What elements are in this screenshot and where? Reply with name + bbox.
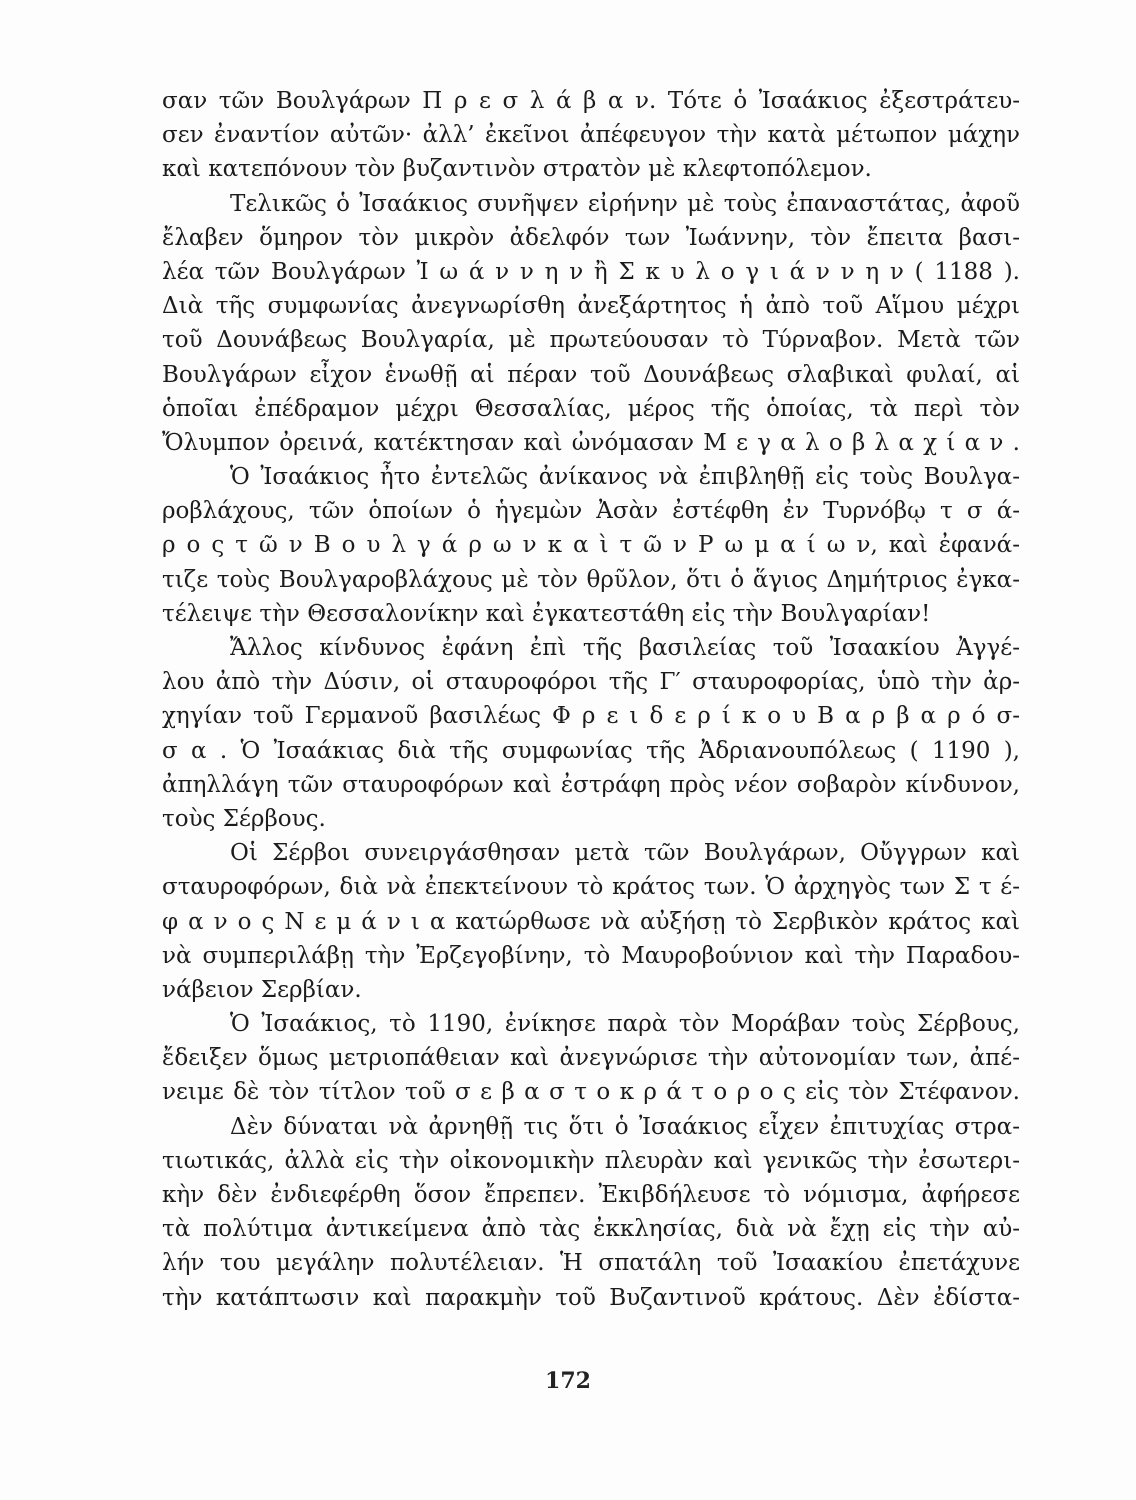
text-line: τιωτικάς, ἀλλὰ εἰς τὴν οἰκονομικὴν πλευρὰν καὶ γενικῶς τὴν ἐσωτερι-	[162, 1147, 1020, 1174]
text-line: ὁποῖαι ἐπέδραμον μέχρι Θεσσαλίας, μέρος τῆς ὁποίας, τὰ περὶ τὸν	[162, 395, 1020, 422]
text-line: σταυροφόρων, διὰ νὰ ἐπεκτείνουν τὸ κράτος των. Ὁ ἀρχηγὸς των Σ τ έ-	[162, 874, 1020, 901]
text-line: τοῦ Δουνάβεως Βουλγαρία, μὲ πρωτεύουσαν τὸ Τύρναβον. Μετὰ τῶν	[162, 327, 1020, 354]
text-line: Τελικῶς ὁ Ἰσαάκιος συνῆψεν εἰρήνην μὲ τοὺς ἐπαναστάτας, ἀφοῦ	[230, 190, 1020, 217]
text-line: ροβλάχους, τῶν ὁποίων ὁ ἡγεμὼν Ἀσὰν ἐστέφθη ἐν Τυρνόβῳ τ σ ά-	[162, 498, 1020, 525]
text-line: ἀπηλλάγη τῶν σταυροφόρων καὶ ἐστράφη πρὸς νέον σοβαρὸν κίνδυνον,	[162, 771, 1020, 798]
text-line: ρ ο ς τ ῶ ν Β ο υ λ γ ά ρ ω ν κ α ὶ τ ῶ ν Ρ ω μ α ί ω ν, καὶ ἐφανά-	[162, 532, 1020, 559]
text-line: τὴν κατάπτωσιν καὶ παρακμὴν τοῦ Βυζαντινοῦ κράτους. Δὲν ἐδίστα-	[162, 1284, 1020, 1311]
text-line: σαν τῶν Βουλγάρων Π ρ ε σ λ ά β α ν. Τότε ὁ Ἰσαάκιος ἐξεστράτευ-	[162, 88, 1020, 114]
text-line: ἔδειξεν ὅμως μετριοπάθειαν καὶ ἀνεγνώρισε τὴν αὐτονομίαν των, ἀπέ-	[162, 1045, 1020, 1072]
text-line: σ α . Ὁ Ἰσαάκιας διὰ τῆς συμφωνίας τῆς Ἀδριανουπόλεως ( 1190 ),	[162, 737, 1020, 764]
text-line: χηγίαν τοῦ Γερμανοῦ βασιλέως Φ ρ ε ι δ ε ρ ί κ ο υ Β α ρ β α ρ ό σ-	[162, 703, 1020, 730]
text-line: σεν ἐναντίον αὐτῶν· ἀλλ’ ἐκεῖνοι ἀπέφευγον τὴν κατὰ μέτωπον μάχην	[162, 122, 1020, 149]
text-line: Βουλγάρων εἶχον ἑνωθῇ αἱ πέραν τοῦ Δουνάβεως σλαβικαὶ φυλαί, αἱ	[162, 361, 1020, 388]
text-line: τοὺς Σέρβους.	[162, 805, 326, 832]
text-line: Διὰ τῆς συμφωνίας ἀνεγνωρίσθη ἀνεξάρτητος ἡ ἀπὸ τοῦ Αἵμου μέχρι	[162, 293, 1020, 320]
text-line: καὶ κατεπόνουν τὸν βυζαντινὸν στρατὸν μὲ κλεφτοπόλεμον.	[162, 156, 872, 183]
text-line: τέλειψε τὴν Θεσσαλονίκην καὶ ἐγκατεστάθη εἰς τὴν Βουλγαρίαν!	[162, 600, 931, 627]
text-line: Οἱ Σέρβοι συνειργάσθησαν μετὰ τῶν Βουλγάρων, Οὔγγρων καὶ	[230, 840, 1020, 867]
text-line: Ὄλυμπον ὀρεινά, κατέκτησαν καὶ ὠνόμασαν Μ ε γ α λ ο β λ α χ ί α ν .	[162, 429, 1020, 456]
text-line: νειμε δὲ τὸν τίτλον τοῦ σ ε β α σ τ ο κ ρ ά τ ο ρ ο ς εἰς τὸν Στέφανον.	[162, 1079, 1020, 1106]
text-line: τὰ πολύτιμα ἀντικείμενα ἀπὸ τὰς ἐκκλησίας, διὰ νὰ ἔχῃ εἰς τὴν αὐ-	[162, 1216, 1020, 1243]
text-line: Δὲν δύναται νὰ ἀρνηθῇ τις ὅτι ὁ Ἰσαάκιος εἶχεν ἐπιτυχίας στρα-	[230, 1113, 1020, 1140]
text-line: λήν του μεγάλην πολυτέλειαν. Ἡ σπατάλη τοῦ Ἰσαακίου ἐπετάχυνε	[162, 1250, 1020, 1277]
text-line: λέα τῶν Βουλγάρων Ἰ ω ά ν ν η ν ἢ Σ κ υ λ ο γ ι ά ν ν η ν ( 1188 ).	[162, 258, 1020, 285]
text-line: Ὁ Ἰσαάκιος ἦτο ἐντελῶς ἀνίκανος νὰ ἐπιβληθῇ εἰς τοὺς Βουλγα-	[230, 464, 1020, 491]
text-line: νὰ συμπεριλάβῃ τὴν Ἐρζεγοβίνην, τὸ Μαυροβούνιον καὶ τὴν Παραδου-	[162, 942, 1020, 969]
text-line: κὴν δὲν ἐνδιεφέρθη ὅσον ἔπρεπεν. Ἐκιβδήλευσε τὸ νόμισμα, ἀφήρεσε	[162, 1182, 1020, 1208]
text-line: νάβειον Σερβίαν.	[162, 976, 362, 1003]
text-line: φ α ν ο ς Ν ε μ ά ν ι α κατώρθωσε νὰ αὐξήσῃ τὸ Σερβικὸν κράτος καὶ	[162, 908, 1020, 935]
text-line: τιζε τοὺς Βουλγαροβλάχους μὲ τὸν θρῦλον, ὅτι ὁ ἅγιος Δημήτριος ἐγκα-	[162, 566, 1020, 593]
text-line: ἔλαβεν ὅμηρον τὸν μικρὸν ἀδελφόν των Ἰωάννην, τὸν ἔπειτα βασι-	[162, 224, 1020, 251]
text-line: λου ἀπὸ τὴν Δύσιν, οἱ σταυροφόροι τῆς Γ′ σταυροφορίας, ὑπὸ τὴν ἀρ-	[162, 669, 1020, 696]
page-number: 172	[545, 1368, 591, 1394]
text-line: Ὁ Ἰσαάκιος, τὸ 1190, ἐνίκησε παρὰ τὸν Μοράβαν τοὺς Σέρβους,	[230, 1011, 1020, 1038]
text-line: Ἄλλος κίνδυνος ἐφάνη ἐπὶ τῆς βασιλείας τοῦ Ἰσαακίου Ἀγγέ-	[230, 635, 1020, 661]
body-text	[162, 84, 1020, 1315]
